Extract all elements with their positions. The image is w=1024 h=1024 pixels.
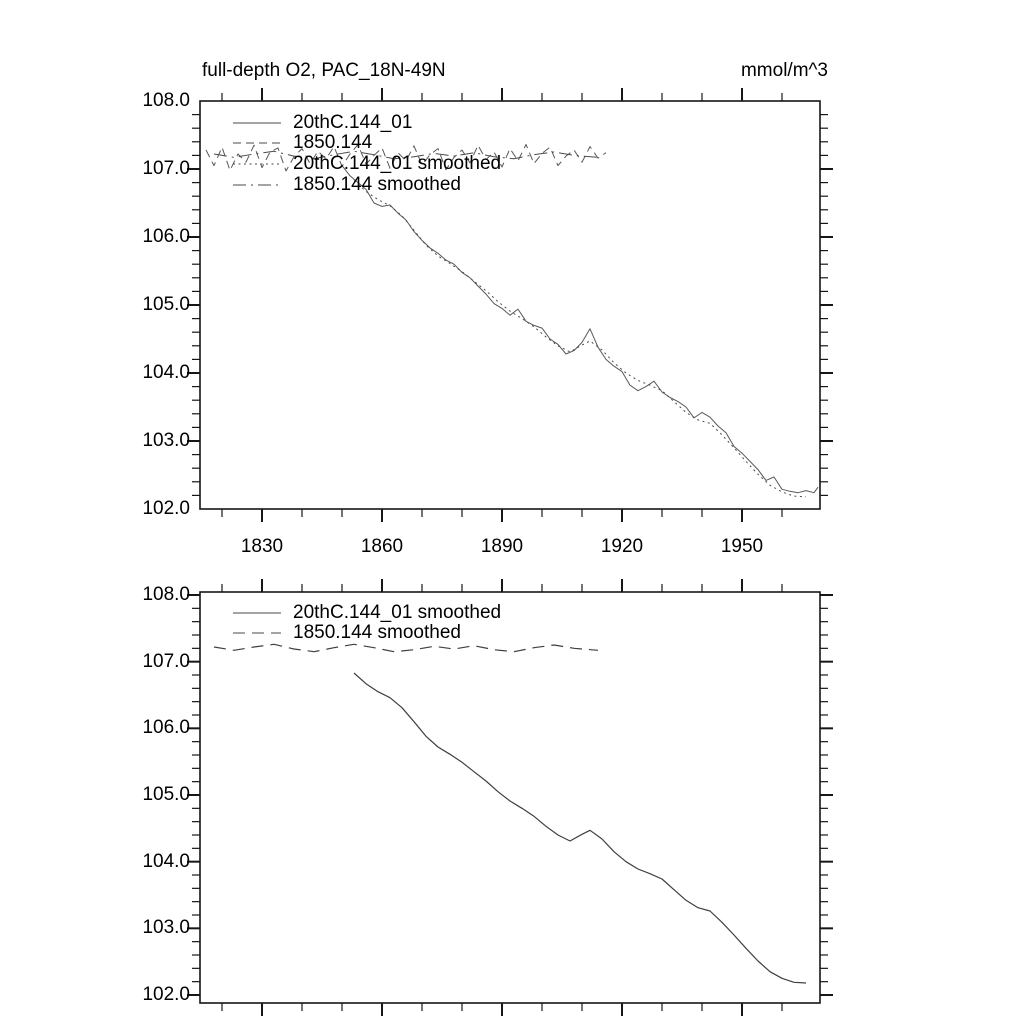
bot-ytick-102: 102.0 bbox=[142, 984, 190, 1005]
legend-label-1850-smoothed: 1850.144 smoothed bbox=[293, 174, 461, 195]
legend-label-bot-1850-smoothed: 1850.144 smoothed bbox=[293, 622, 461, 643]
chart-title: full-depth O2, PAC_18N-49N bbox=[202, 60, 446, 81]
top-ytick-108: 108.0 bbox=[142, 90, 190, 111]
legend-label-20thc: 20thC.144_01 bbox=[293, 112, 413, 133]
bot-ytick-108: 108.0 bbox=[142, 584, 190, 605]
top-ytick-103: 103.0 bbox=[142, 430, 190, 451]
legend-label-20thc-smoothed: 20thC.144_01 smoothed bbox=[293, 153, 502, 174]
top-ytick-105: 105.0 bbox=[142, 294, 190, 315]
bot-ytick-104: 104.0 bbox=[142, 851, 190, 872]
xtick-1860: 1860 bbox=[360, 536, 404, 557]
bot-ytick-106: 106.0 bbox=[142, 717, 190, 738]
units-label: mmol/m^3 bbox=[740, 60, 828, 81]
bot-ytick-107: 107.0 bbox=[142, 651, 190, 672]
xtick-1890: 1890 bbox=[480, 536, 524, 557]
xtick-1920: 1920 bbox=[600, 536, 644, 557]
xtick-1830: 1830 bbox=[240, 536, 284, 557]
xtick-1950: 1950 bbox=[720, 536, 764, 557]
top-ytick-104: 104.0 bbox=[142, 362, 190, 383]
legend-label-1850: 1850.144 bbox=[293, 132, 373, 153]
top-ytick-106: 106.0 bbox=[142, 226, 190, 247]
bot-ytick-103: 103.0 bbox=[142, 917, 190, 938]
bot-ytick-105: 105.0 bbox=[142, 784, 190, 805]
top-ytick-107: 107.0 bbox=[142, 158, 190, 179]
top-ytick-102: 102.0 bbox=[142, 498, 190, 519]
legend-label-bot-20thc-smoothed: 20thC.144_01 smoothed bbox=[293, 602, 502, 623]
